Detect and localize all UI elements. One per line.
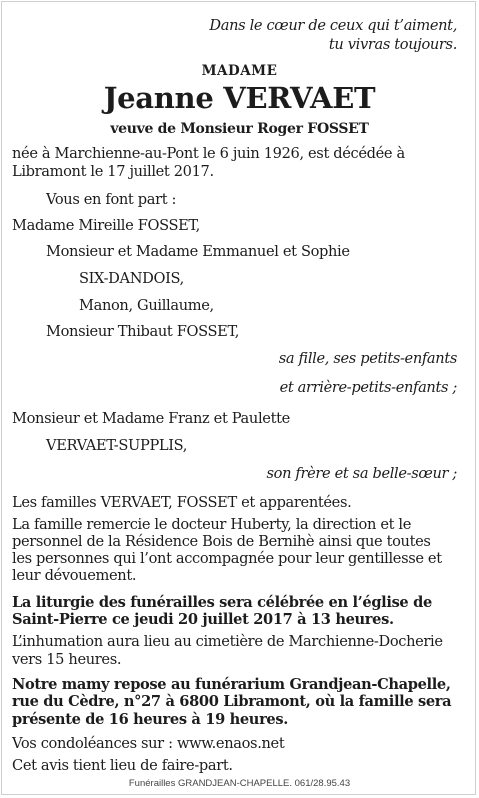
birth-death-line-2: Libramont le 17 juillet 2017.: [12, 163, 214, 180]
family-grandchild-1-surname: SIX-DANDOIS,: [79, 270, 184, 287]
family-relation-2: et arrière-petits-enfants ;: [279, 379, 457, 396]
families-line: Les familles VERVAET, FOSSET et apparentées.: [12, 494, 352, 511]
burial-line-2: vers 15 heures.: [12, 651, 122, 668]
funerarium-line-3: présente de 16 heures à 19 heures.: [12, 711, 288, 728]
family-brother-surname: VERVAET-SUPPLIS,: [46, 437, 188, 454]
condolences-line: Vos condoléances sur : www.enaos.net: [12, 735, 285, 752]
thanks-line-1: La famille remercie le docteur Huberty, la direction et le: [12, 516, 412, 533]
epigraph-line-1: Dans le cœur de ceux qui t’aiment,: [209, 17, 457, 34]
family-relation-3: son frère et sa belle-sœur ;: [266, 465, 457, 482]
thanks-line-4: leur dévouement.: [12, 567, 137, 584]
burial-line-1: L’inhumation aura lieu au cimetière de Marchienne-Docherie: [12, 633, 443, 650]
thanks-line-3: les personnes qui l’ont accompagnée pour leur gentillesse et: [12, 550, 442, 567]
liturgy-line-1: La liturgie des funérailles sera célébrée en l’église de: [12, 594, 432, 611]
birth-death-line-1: née à Marchienne-au-Pont le 6 juin 1926, est décédée à: [12, 145, 405, 162]
family-brother: Monsieur et Madame Franz et Paulette: [12, 410, 290, 427]
family-great-grandchildren: Manon, Guillaume,: [79, 297, 214, 314]
funerarium-line-1: Notre mamy repose au funérarium Grandjean-Chapelle,: [12, 676, 451, 693]
notice-line: Cet avis tient lieu de faire-part.: [12, 757, 233, 774]
funerarium-line-2: rue du Cèdre, n°27 à 6800 Libramont, où la famille sera: [12, 693, 452, 710]
title-prefix: MADAME: [201, 63, 278, 79]
epigraph-line-2: tu vivras toujours.: [328, 36, 457, 53]
announce-line: Vous en font part :: [46, 191, 177, 208]
family-grandchild-1: Monsieur et Madame Emmanuel et Sophie: [46, 243, 350, 260]
liturgy-line-2: Saint-Pierre ce jeudi 20 juillet 2017 à 13 heures.: [12, 611, 394, 628]
thanks-line-2: personnel de la Résidence Bois de Bernihè ainsi que toutes: [12, 533, 431, 550]
funeral-home-footer: Funérailles GRANDJEAN-CHAPELLE. 061/28.95.43: [128, 778, 351, 789]
family-daughter: Madame Mireille FOSSET,: [12, 217, 200, 234]
deceased-name: Jeanne VERVAET: [103, 81, 376, 115]
family-grandchild-2: Monsieur Thibaut FOSSET,: [46, 323, 239, 340]
spouse-line: veuve de Monsieur Roger FOSSET: [110, 121, 369, 137]
family-relation-1: sa fille, ses petits-enfants: [278, 350, 457, 367]
